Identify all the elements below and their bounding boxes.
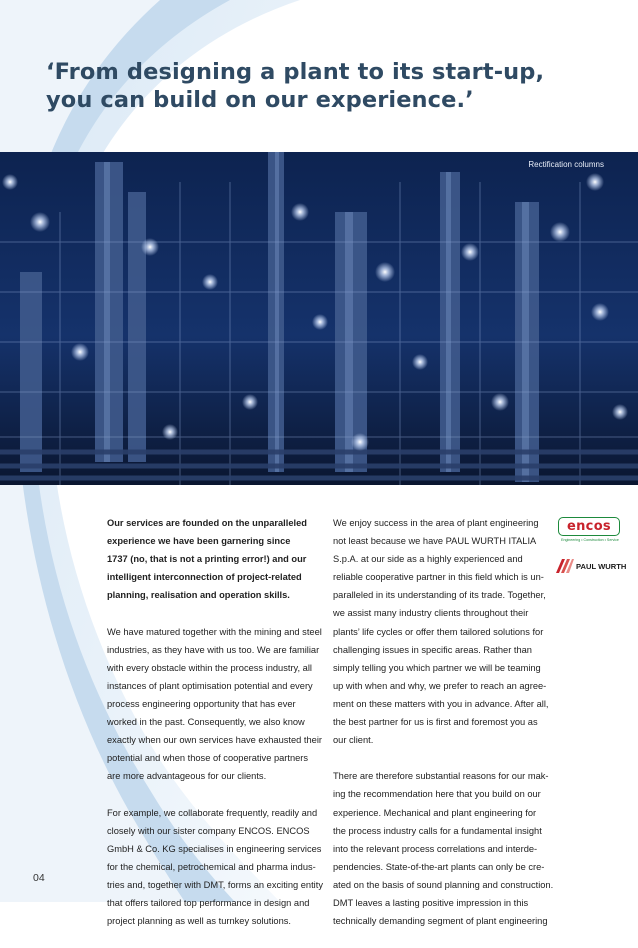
lead-paragraph — [107, 514, 327, 604]
text-line: plants’ life cycles or offer them tailored solutions for — [333, 626, 544, 637]
text-line: worked in the past. Consequently, we also know — [107, 717, 305, 728]
refinery-photo — [0, 152, 638, 485]
text-line: for the chemical, petrochemical and pharma indus- — [107, 861, 316, 872]
text-line: DMT leaves a lasting positive impression in this — [333, 897, 529, 908]
text-line: pendencies. State-of-the-art plants can only be cre- — [333, 861, 545, 872]
text-line: planning, realisation and operation skills. — [107, 590, 290, 601]
text-line: 1737 (no, that is not a printing error!) and our — [107, 554, 307, 565]
text-line: not least because we have PAUL WURTH ITALIA — [333, 536, 537, 547]
text-line: ing the recommendation here that you build on our — [333, 789, 541, 800]
paul-wurth-logo — [556, 558, 626, 574]
text-line: There are therefore substantial reasons for our mak- — [333, 771, 549, 782]
text-line: technically demanding segment of plant engineering — [333, 916, 548, 927]
text-line: exactly when our own services have exhausted their — [107, 735, 322, 746]
text-line: simply telling you which partner we will be teaming — [333, 662, 541, 673]
text-line: intelligent interconnection of project-related — [107, 572, 302, 583]
text-line: with every obstacle within the process industry, all — [107, 662, 312, 673]
encos-wordmark: encos — [567, 519, 611, 534]
text-line: For example, we collaborate frequently, readily and — [107, 807, 318, 818]
text-line: ated on the basis of sound planning and construction. — [333, 879, 554, 890]
text-line: reliable cooperative partner in this field which is un- — [333, 572, 544, 583]
text-line: instances of plant optimisation potential and every — [107, 680, 313, 691]
paragraph — [107, 804, 327, 931]
paul-wurth-wordmark: PAUL WURTH — [576, 561, 627, 571]
paul-wurth-mark-icon — [556, 559, 574, 573]
text-line: that offers tailored top performance in design and — [107, 897, 310, 908]
text-line: are more advantageous for our clients. — [107, 771, 267, 782]
text-line: S.p.A. at our side as a highly experienced and — [333, 554, 523, 565]
headline-line-2: you can build on our experience.’ — [46, 87, 474, 113]
text-line: we assist many industry clients throughout their — [333, 608, 529, 619]
text-line: ment on these matters with you in advance. After all, — [333, 698, 549, 709]
text-line: closely with our sister company ENCOS. ENCOS — [107, 825, 310, 836]
text-line: GmbH & Co. KG specialises in engineering services — [107, 843, 322, 854]
headline-line-1: ‘From designing a plant to its start-up, — [46, 59, 545, 85]
text-line: the process industry calls for a fundamental insight — [333, 825, 542, 836]
page-headline — [46, 58, 626, 114]
paragraph — [333, 514, 548, 749]
text-line: industries, as they have with us too. We are familiar — [107, 644, 320, 655]
text-line: the best partner for us is first and foremost you as — [333, 717, 538, 728]
encos-tagline: Engineering • Construction • Service — [561, 538, 619, 542]
text-line: potential and when those of cooperative partners — [107, 753, 309, 764]
text-line: our client. — [333, 735, 374, 746]
text-line: challenging issues in specific areas. Rather than — [333, 644, 532, 655]
text-line: We have matured together with the mining and steel — [107, 626, 322, 637]
text-line: paralleled in its understanding of its trade. Together, — [333, 590, 546, 601]
text-line: Our services are founded on the unparalleled — [107, 518, 307, 528]
text-line: tries and, together with DMT, forms an exciting entity — [107, 879, 323, 890]
text-column-left — [107, 514, 327, 948]
text-line: project planning as well as turnkey solutions. — [107, 916, 291, 927]
text-line: experience. Mechanical and plant engineering for — [333, 807, 537, 818]
page-number: 04 — [33, 872, 45, 884]
text-column-right — [333, 514, 554, 948]
paragraph — [107, 623, 327, 786]
encos-logo-frame — [558, 517, 620, 536]
text-line: up with when and why, we prefer to reach an agree- — [333, 680, 547, 691]
text-line: into the relevant process correlations and interde- — [333, 843, 538, 854]
encos-logo — [558, 517, 622, 545]
text-line: experience we have been garnering since — [107, 536, 291, 547]
text-line: process engineering opportunity that has ever — [107, 698, 296, 709]
text-line: We enjoy success in the area of plant engineering — [333, 518, 539, 528]
photo-caption: Rectification columns — [528, 160, 604, 169]
paragraph — [333, 767, 554, 930]
